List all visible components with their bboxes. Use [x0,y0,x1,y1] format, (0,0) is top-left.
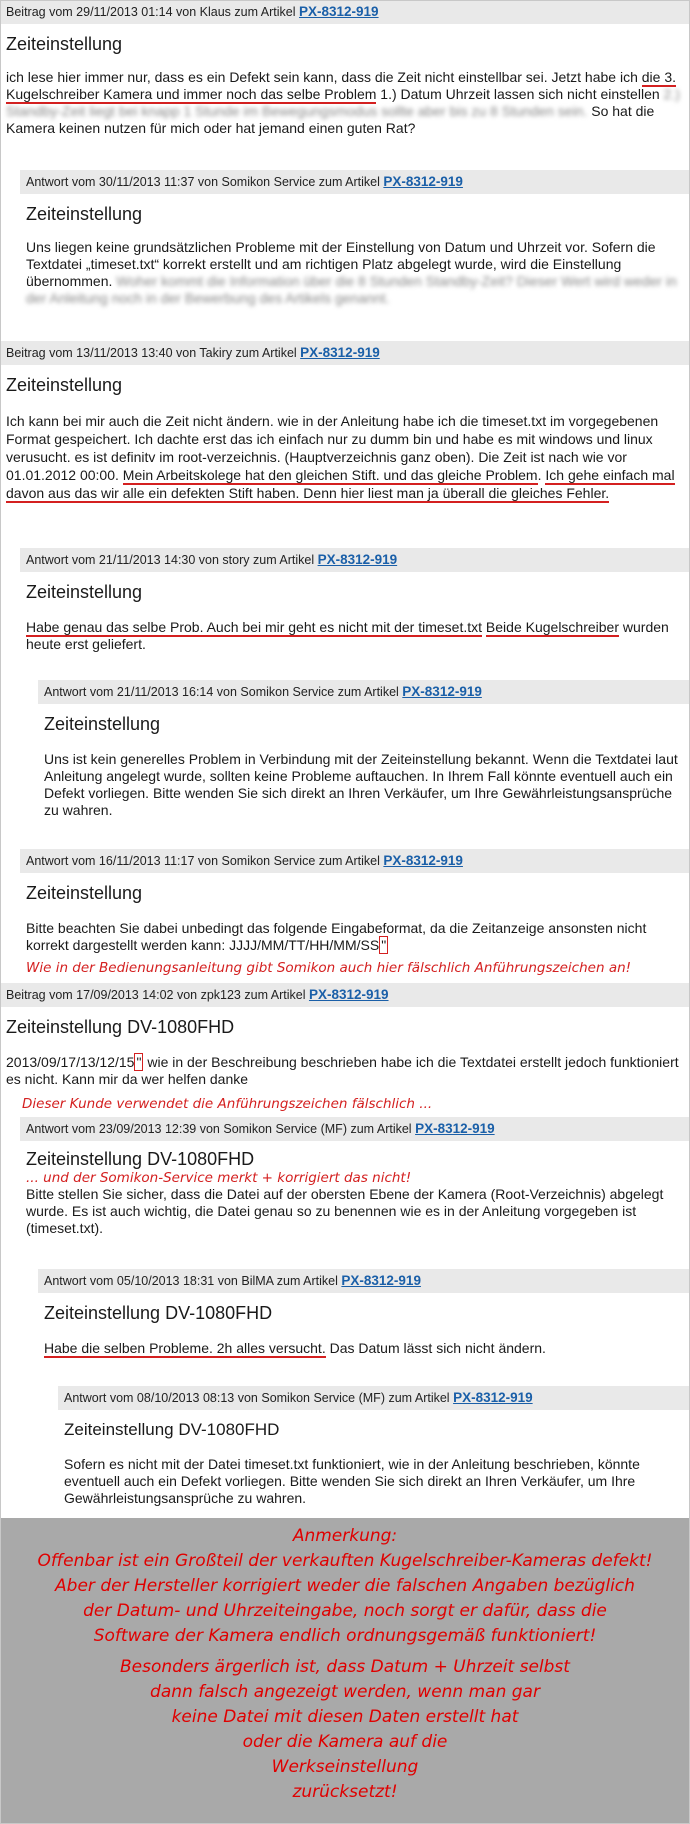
post-4 [20,548,690,659]
post-title: Zeiteinstellung [6,34,123,54]
post-body: Bitte beachten Sie dabei unbedingt das folgende Eingabeformat, da die Zeitanzeige ansonsten nicht korrekt dargestellt werden kann: JJJJ/MM/TT/HH/MM/SS " [26,920,647,953]
post-body: Habe genau das selbe Prob. Auch bei mir geht es nicht mit der timeset.txt Beide Kugelschreiber wurden heute erst geliefert. [26,619,669,652]
post-header: Beitrag vom 13/11/2013 13:40 von Takiry zum Artikel PX-8312-919 [0,341,690,365]
post-body: 2013/09/17/13/12/15 " wie in der Beschreibung beschrieben habe ich die Textdatei erstellt jedoch funktioniert es nicht. Kann mir da wer helfen danke [6,1054,679,1087]
post-meta: Antwort vom 05/10/2013 18:31 von BilMA [44,1274,274,1288]
post-meta: Antwort vom 16/11/2013 11:17 von Somikon Service [26,854,316,868]
post-body: Sofern es nicht mit der Datei timeset.txt funktioniert, wie in der Anleitung beschrieben, könnte eventuell auch ein Defekt vorliegen. Bitte wenden Sie sich direkt an Ihren Verkäufer, um Ihre Gewährleistungsansprüche zu wahren. [64,1456,640,1506]
post-title: Zeiteinstellung [26,883,143,903]
post-body: Habe die selben Probleme. 2h alles versucht. Das Datum lässt sich nicht ändern. [44,1340,546,1356]
article-link[interactable]: PX-8312-919 [300,345,380,360]
post-header: Antwort vom 21/11/2013 14:30 von story zum Artikel PX-8312-919 [20,548,690,572]
post-title: Zeiteinstellung DV-1080FHD [6,1017,235,1037]
quote-mark-box: " [381,937,387,953]
annotation-line: der Datum- und Uhrzeiteingabe, noch sorgt er dafür, dass die [83,1601,607,1621]
post-meta: Beitrag vom 13/11/2013 13:40 von Takiry [6,346,233,360]
highlight-underline: Habe die selben Probleme. 2h alles versucht. [44,1340,326,1356]
highlight-underline: Beide Kugelschreiber [485,619,620,635]
post-title: Zeiteinstellung DV-1080FHD [44,1303,273,1323]
post-title: Zeiteinstellung [26,204,143,224]
blurred-text: 2.) Standby-Zeit liegt bei knapp 1 Stunde im Bewegungsmodus sollte aber bis zu 8 Stunden sein. [6,86,680,119]
post-8 [20,1117,690,1243]
article-link[interactable]: PX-8312-919 [453,1390,533,1405]
annotation-line: zurücksetzt! [292,1782,398,1802]
post-body: Uns liegen keine grundsätzlichen Probleme mit der Einstellung von Datum und Uhrzeit vor. Sofern die Textdatei „timeset.txt“ korrekt erstellt und am richtigen Platz abgelegt wurde, wird die Einstellung übernommen. Woher kommt die Information über die 8 Stunden Standby-Zeit? Dieser Wert wird weder in der Anleitung noch in der Bewerbung des Artikels genannt. [26,239,677,306]
post-6 [20,849,690,976]
annotation-line: Besonders ärgerlich ist, dass Datum + Uhrzeit selbst [120,1657,570,1677]
article-link[interactable]: PX-8312-919 [341,1273,421,1288]
post-meta: Antwort vom 21/11/2013 16:14 von Somikon Service [44,685,335,699]
post-header: Antwort vom 08/10/2013 08:13 von Somikon Service (MF) zum Artikel PX-8312-919 [58,1386,690,1410]
article-link[interactable]: PX-8312-919 [308,987,389,1002]
article-link[interactable]: PX-8312-919 [402,684,482,699]
post-body: ich lese hier immer nur, dass es ein Defekt sein kann, dass die Zeit nicht einstellbar sei. Jetzt habe ich die 3. Kugelschreiber Kamera und immer noch das selbe Problem 1.) Datum Uhrzeit lassen sich nicht einstellen 2.) Standby-Zeit liegt bei knapp 1 Stunde im Bewegungsmodus sollte aber bis zu 8 Stunden sein. So hat die Kamera keinen nutzen für mich oder hat jemand einen guten Rat? [6,69,680,136]
annotation-line: keine Datei mit diesen Daten erstellt hat [171,1707,519,1727]
post-7 [0,983,690,1114]
blurred-text: Woher kommt die Information über die 8 Stunden Standby-Zeit? Dieser Wert wird weder in der Anleitung noch in der Bewerbung des Artikels genannt. [26,273,677,306]
post-meta: Beitrag vom 29/11/2013 01:14 von Klaus [6,5,231,19]
post-10 [58,1386,690,1513]
annotation-line: oder die Kamera auf die [242,1732,448,1752]
post-title: Zeiteinstellung [26,582,143,602]
annotation-line: Software der Kamera endlich ordnungsgemäß funktioniert! [93,1626,597,1646]
article-link[interactable]: PX-8312-919 [317,552,398,567]
annotation-note: Wie in der Bedienungsanleitung gibt Somikon auch hier fälschlich Anführungszeichen an! [26,960,632,976]
post-body: Bitte stellen Sie sicher, dass die Datei auf der obersten Ebene der Kamera (Root-Verzeichnis) abgelegt wurde. Es ist auch wichtig, die Datei genau so zu benennen wie es in der Anleitung vorgegeben ist (timeset.txt). [26,1186,664,1236]
post-title: Zeiteinstellung DV-1080FHD [26,1149,255,1169]
annotation-box [0,1518,690,1824]
highlight-underline: Ich gehe einfach mal davon aus das wir alle ein defekten Stift haben. Denn hier liest man ja überall die gleiches Fehler. [6,467,675,501]
quote-mark-box: " [136,1054,142,1070]
post-header: Antwort vom 05/10/2013 18:31 von BilMA zum Artikel PX-8312-919 [38,1269,690,1293]
highlight-underline: Mein Arbeitskolege hat den gleichen Stift. und das gleiche Problem [122,467,538,483]
post-header: Beitrag vom 29/11/2013 01:14 von Klaus zum Artikel PX-8312-919 [0,0,690,24]
post-5 [38,680,690,825]
post-header: Antwort vom 30/11/2013 11:37 von Somikon Service zum Artikel PX-8312-919 [20,170,690,194]
post-title: Zeiteinstellung DV-1080FHD [64,1420,280,1439]
article-link[interactable]: PX-8312-919 [299,4,379,19]
post-1 [0,0,690,143]
annotation-line: Offenbar ist ein Großteil der verkauften Kugelschreiber-Kameras defekt! [37,1551,653,1571]
post-title: Zeiteinstellung [44,714,161,734]
annotation-line: dann falsch angezeigt werden, wenn man gar [150,1682,540,1702]
post-header: Beitrag vom 17/09/2013 14:02 von zpk123 zum Artikel PX-8312-919 [0,983,690,1007]
post-meta: Antwort vom 23/09/2013 12:39 von Somikon Service (MF) [26,1122,347,1136]
post-meta: Beitrag vom 17/09/2013 14:02 von zpk123 [6,988,241,1002]
annotation-note: ... und der Somikon-Service merkt + korrigiert das nicht! [26,1170,412,1186]
post-9 [38,1269,690,1363]
post-3 [0,341,690,508]
annotation-line: Anmerkung: [292,1526,398,1546]
annotation-note: Dieser Kunde verwendet die Anführungszeichen fälschlich ... [22,1096,433,1112]
highlight-underline: Habe genau das selbe Prob. Auch bei mir geht es nicht mit der timeset.txt [26,619,483,635]
annotation-line: Werkseinstellung [271,1757,419,1777]
post-meta: Antwort vom 30/11/2013 11:37 von Somikon Service [26,175,316,189]
post-header: Antwort vom 16/11/2013 11:17 von Somikon Service zum Artikel PX-8312-919 [20,849,690,873]
post-meta: Antwort vom 21/11/2013 14:30 von story [26,553,250,567]
annotation-line: Aber der Hersteller korrigiert weder die falschen Angaben bezüglich [55,1576,635,1596]
post-header: Antwort vom 23/09/2013 12:39 von Somikon Service (MF) zum Artikel PX-8312-919 [20,1117,690,1141]
post-title: Zeiteinstellung [6,375,123,395]
post-meta: Antwort vom 08/10/2013 08:13 von Somikon Service (MF) [64,1391,385,1405]
post-body: Ich kann bei mir auch die Zeit nicht ändern. wie in der Anleitung habe ich die timeset.txt im vorgegebenen Format gespeichert. Ich dachte erst das ich einfach nur zu dumm bin und habe es mit windows und linux verusucht. es ist definitv im root-verzeichnis. (Hauptverzeichnis ganz oben). Die Zeit ist nach wie vor 01.01.2012 00:00. Mein Arbeitskolege hat den gleichen Stift. und das gleiche Problem. Ich gehe einfach mal davon aus das wir alle ein defekten Stift haben. Denn hier liest man ja überall die gleiches Fehler. [6,413,675,501]
article-link[interactable]: PX-8312-919 [383,853,463,868]
post-2 [20,170,690,313]
article-link[interactable]: PX-8312-919 [383,174,463,189]
post-body: Uns ist kein generelles Problem in Verbindung mit der Zeiteinstellung bekannt. Wenn die Textdatei laut Anleitung angelegt wurde, sollten keine Probleme auftauchen. In Ihrem Fall könnte eventuell auch ein Defekt vorliegen. Bitte wenden Sie sich direkt an Ihren Verkäufer, um Ihre Gewährleistungsansprüche zu wahren. [44,751,678,818]
article-link[interactable]: PX-8312-919 [415,1121,495,1136]
post-header: Antwort vom 21/11/2013 16:14 von Somikon Service zum Artikel PX-8312-919 [38,680,690,704]
highlight-underline: die 3. Kugelschreiber Kamera und immer noch das selbe Problem [6,69,677,102]
